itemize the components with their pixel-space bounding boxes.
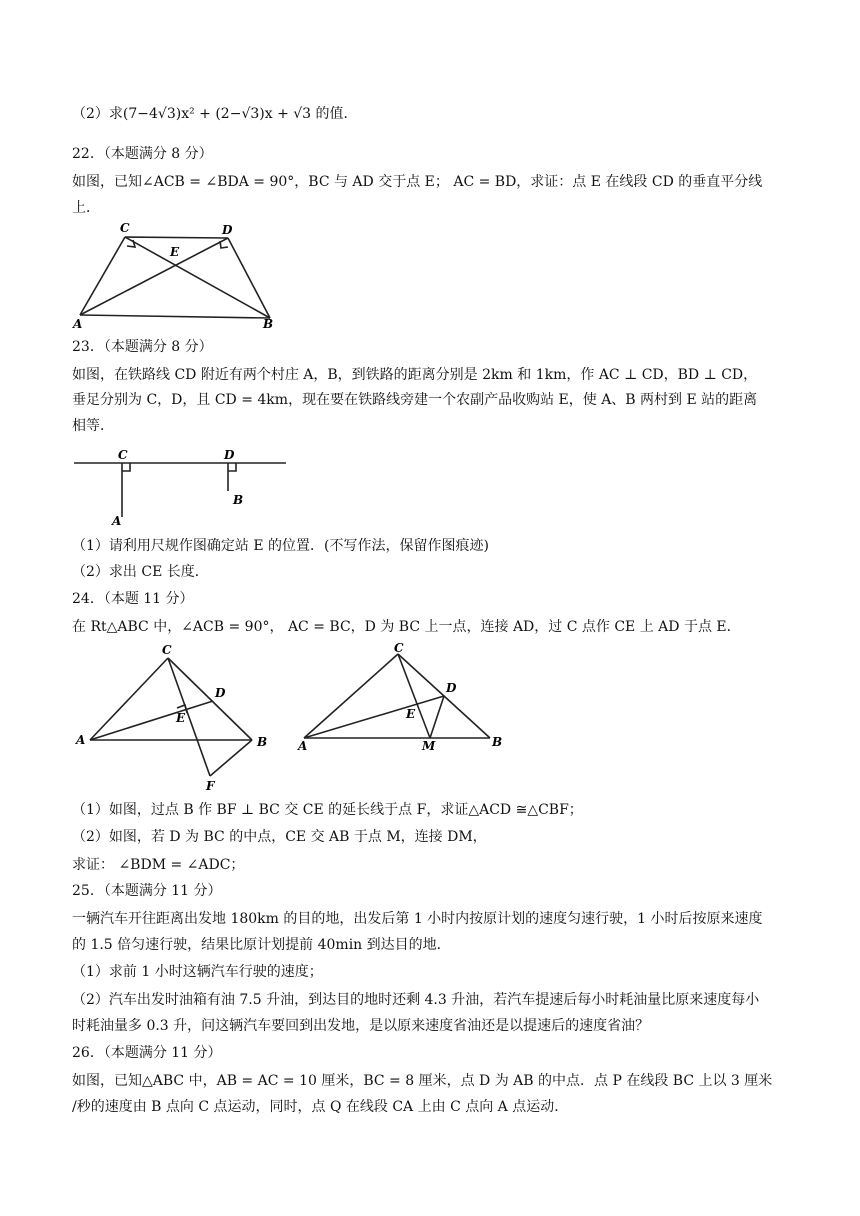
fig23-label-B: B [233,493,244,507]
fig24b-label-E: E [406,707,416,721]
q23-part1: （1）请利用尺规作图确定站 E 的位置．(不写作法，保留作图痕迹) [72,538,489,554]
q24-body-line1: 在 Rt△ABC 中，∠ACB = 90°， AC = BC，D 为 BC 上一点，连接 AD，过 C 点作 CE 上 AD 于点 E． [72,619,741,635]
fig24b-label-C: C [394,641,404,655]
fig23-label-A: A [112,514,122,528]
q24-figure-right [296,640,506,760]
q22-body-line1: 如图，已知∠ACB = ∠BDA = 90°，BC 与 AD 交于点 E； AC = BD，求证：点 E 在线段 CD 的垂直平分线 [72,174,763,190]
q22-body-line2: 上． [72,200,100,216]
q23-part2: （2）求出 CE 长度． [72,564,209,580]
fig24a-label-D: D [215,686,226,700]
q25-body-line2: 的 1.5 倍匀速行驶，结果比原计划提前 40min 到达目的地． [72,937,451,953]
fig24b-label-A: A [298,739,308,753]
fig24b-label-M: M [422,739,436,753]
fig24b-label-B: B [492,735,503,749]
q25-heading: 25．（本题满分 11 分） [72,883,222,899]
fig22-label-B: B [263,317,274,330]
q24-part2-proof: 求证： ∠BDM = ∠ADC； [72,857,245,873]
fig22-label-D: D [222,223,233,237]
q24-heading: 24．（本题 11 分） [72,591,194,607]
fig22-label-C: C [120,221,130,235]
q25-part1: （1）求前 1 小时这辆汽车行驶的速度； [72,964,323,980]
q21-part2-line: （2）求(7−4√3)x² + (2−√3)x + √3 的值． [72,106,358,122]
q24-part1: （1）如图，过点 B 作 BF ⊥ BC 交 CE 的延长线于点 F，求证△ACD ≅△CBF； [72,802,583,818]
q26-heading: 26．（本题满分 11 分） [72,1045,222,1061]
q24-part2: （2）如图，若 D 为 BC 的中点，CE 交 AB 于点 M，连接 DM， [72,829,487,845]
q22-heading: 22．（本题满分 8 分） [72,146,213,162]
q26-body-line2: /秒的速度由 B 点向 C 点运动，同时，点 Q 在线段 CA 上由 C 点向 A 点运动． [72,1099,569,1115]
fig22-label-A: A [73,317,83,330]
q25-part2-line2: 时耗油量多 0.3 升，问这辆汽车要回到出发地，是以原来速度省油还是以提速后的速度省油？ [72,1018,650,1034]
q23-body-line3: 相等． [72,418,114,434]
q24-figure-left [70,640,280,790]
q25-part2-line1: （2）汽车出发时油箱有油 7.5 升油，到达目的地时还剩 4.3 升油，若汽车提速后每小时耗油量比原来速度每小 [72,992,760,1008]
fig24a-label-C: C [162,643,172,657]
fig23-label-D: D [224,448,235,462]
fig24a-label-E: E [176,711,186,725]
q22-figure [70,220,280,330]
q23-figure [70,445,290,530]
q23-body-line2: 垂足分别为 C，D，且 CD = 4km，现在要在铁路线旁建一个农副产品收购站 E，使 A、B 两村到 E 站的距离 [72,392,758,408]
q23-body-line1: 如图，在铁路线 CD 附近有两个村庄 A，B，到铁路的距离分别是 2km 和 1km，作 AC ⊥ CD，BD ⊥ CD， [72,367,758,383]
fig22-label-E: E [170,245,180,259]
fig23-label-C: C [118,448,128,462]
q23-heading: 23．（本题满分 8 分） [72,339,213,355]
fig24b-label-D: D [446,681,457,695]
q25-body-line1: 一辆汽车开往距离出发地 180km 的目的地，出发后第 1 小时内按原计划的速度匀速行驶，1 小时后按原来速度 [72,911,763,927]
fig24a-label-A: A [76,733,86,747]
fig24a-label-F: F [206,779,215,790]
fig24a-label-B: B [257,735,268,749]
q26-body-line1: 如图，已知△ABC 中，AB = AC = 10 厘米，BC = 8 厘米，点 D 为 AB 的中点．点 P 在线段 BC 上以 3 厘米 [72,1073,773,1089]
